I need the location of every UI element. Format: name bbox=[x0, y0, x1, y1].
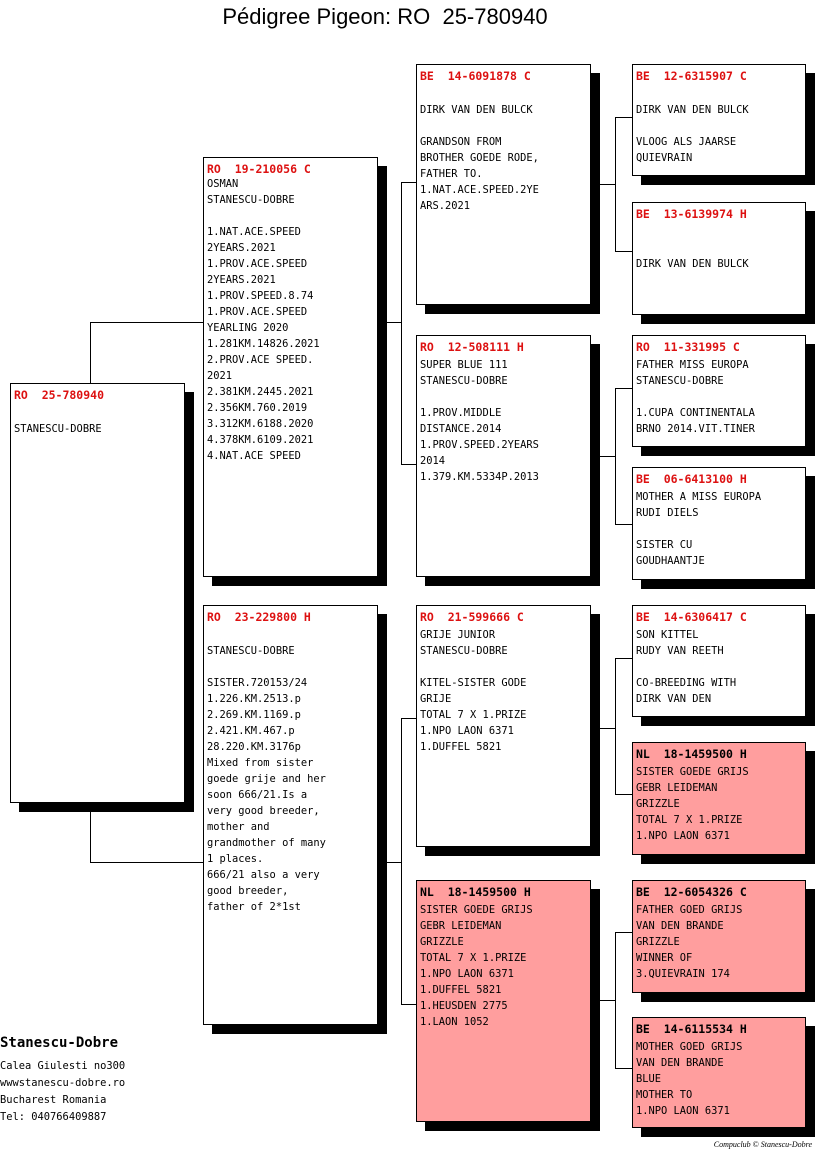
connector bbox=[615, 117, 616, 251]
connector bbox=[598, 184, 616, 185]
pigeon-details: MOTHER GOED GRIJS VAN DEN BRANDE BLUE MOTHER TO 1.NPO LAON 6371 bbox=[636, 1041, 743, 1117]
pigeon-card-sire-dam[interactable] bbox=[416, 335, 591, 577]
pigeon-card-dsd[interactable] bbox=[632, 742, 806, 855]
connector bbox=[401, 182, 416, 183]
ring-number: RO 12-508111 H bbox=[420, 340, 524, 354]
pigeon-details: STANESCU-DOBRE SISTER.720153/24 1.226.KM.2513.p 2.269.KM.1169.p 2.421.KM.467.p 28.220.KM.3176p Mixed from sister goede grije and her soon 666/21.Is a very good breeder, mother and grandmother of many 1 places. 666/21 also a very good breeder, father of 2*1st bbox=[207, 645, 326, 913]
pigeon-details: DIRK VAN DEN BULCK GRANDSON FROM BROTHER GOEDE RODE, FATHER TO. 1.NAT.ACE.SPEED.2YE ARS.2021 bbox=[420, 104, 539, 212]
pigeon-details: MOTHER A MISS EUROPA RUDI DIELS SISTER CU GOUDHAANTJE bbox=[636, 491, 762, 567]
ring-number: NL 18-1459500 H bbox=[636, 747, 747, 761]
pigeon-card-dam[interactable] bbox=[203, 605, 378, 1025]
connector bbox=[615, 524, 632, 525]
connector bbox=[615, 794, 632, 795]
ring-number: BE 14-6091878 C bbox=[420, 69, 531, 83]
ring-number: RO 11-331995 C bbox=[636, 340, 740, 354]
ring-number: BE 14-6115534 H bbox=[636, 1022, 747, 1036]
ring-number: BE 13-6139974 H bbox=[636, 207, 747, 221]
pigeon-details: DIRK VAN DEN BULCK VLOOG ALS JAARSE QUIEVRAIN bbox=[636, 104, 749, 164]
pigeon-details: FATHER GOED GRIJS VAN DEN BRANDE GRIZZLE WINNER OF 3.QUIEVRAIN 174 bbox=[636, 904, 743, 980]
ring-number: BE 06-6413100 H bbox=[636, 472, 747, 486]
pigeon-details: SON KITTEL RUDY VAN REETH CO-BREEDING WITH DIRK VAN DEN bbox=[636, 629, 737, 705]
breeder-info bbox=[0, 1034, 125, 1126]
pigeon-details: DIRK VAN DEN BULCK bbox=[636, 258, 749, 270]
pigeon-card-ssd[interactable] bbox=[632, 202, 806, 315]
connector bbox=[90, 862, 204, 863]
connector bbox=[598, 728, 616, 729]
breeder-address-line: Calea Giulesti no300 bbox=[0, 1060, 126, 1072]
connector bbox=[615, 388, 616, 524]
connector bbox=[598, 456, 616, 457]
connector bbox=[90, 811, 91, 863]
ring-number: RO 19-210056 C bbox=[207, 162, 311, 176]
ring-number: BE 12-6315907 C bbox=[636, 69, 747, 83]
pigeon-details: SISTER GOEDE GRIJS GEBR LEIDEMAN GRIZZLE TOTAL 7 X 1.PRIZE 1.NPO LAON 6371 1.DUFFEL 5821 1.HEUSDEN 2775 1.LAON 1052 bbox=[420, 904, 533, 1028]
pigeon-card-dam-sire[interactable] bbox=[416, 605, 591, 847]
ring-number: RO 25-780940 bbox=[14, 388, 105, 402]
breeder-phone: Tel: 040766409887 bbox=[0, 1111, 107, 1123]
connector bbox=[90, 322, 204, 323]
pigeon-details: SISTER GOEDE GRIJS GEBR LEIDEMAN GRIZZLE TOTAL 7 X 1.PRIZE 1.NPO LAON 6371 bbox=[636, 766, 749, 842]
ring-number: BE 12-6054326 C bbox=[636, 885, 747, 899]
footer-credit: Compuclub © Stanescu-Dobre bbox=[713, 1140, 812, 1149]
pigeon-card-sdd[interactable] bbox=[632, 467, 806, 580]
pigeon-details: GRIJE JUNIOR STANESCU-DOBRE KITEL-SISTER GODE GRIJE TOTAL 7 X 1.PRIZE 1.NPO LAON 6371 1.DUFFEL 5821 bbox=[420, 629, 527, 753]
pigeon-card-dds[interactable] bbox=[632, 880, 806, 993]
connector bbox=[90, 322, 91, 383]
pigeon-details: STANESCU-DOBRE bbox=[14, 423, 102, 435]
pigeon-card-dss[interactable] bbox=[632, 605, 806, 717]
connector bbox=[401, 718, 416, 719]
pigeon-card-sss[interactable] bbox=[632, 64, 806, 176]
pigeon-card-subject[interactable] bbox=[10, 383, 185, 803]
connector bbox=[615, 658, 632, 659]
ring-number: RO 23-229800 H bbox=[207, 610, 311, 624]
connector bbox=[615, 658, 616, 794]
pigeon-details: SUPER BLUE 111 STANESCU-DOBRE 1.PROV.MIDDLE DISTANCE.2014 1.PROV.SPEED.2YEARS 2014 1.379.KM.5334P.2013 bbox=[420, 359, 539, 483]
ring-number: NL 18-1459500 H bbox=[420, 885, 531, 899]
connector bbox=[401, 464, 416, 465]
connector bbox=[615, 251, 632, 252]
connector bbox=[615, 117, 632, 118]
pigeon-card-sire-sire[interactable] bbox=[416, 64, 591, 305]
pigeon-card-sds[interactable] bbox=[632, 335, 806, 447]
pigeon-details: FATHER MISS EUROPA STANESCU-DOBRE 1.CUPA CONTINENTALA BRNO 2014.VIT.TINER bbox=[636, 359, 755, 435]
page-title: Pédigree Pigeon: RO 25-780940 bbox=[222, 4, 548, 29]
breeder-name: Stanescu-Dobre bbox=[0, 1035, 119, 1051]
connector bbox=[598, 1000, 616, 1001]
connector bbox=[384, 322, 402, 323]
connector bbox=[401, 182, 402, 464]
connector bbox=[615, 1068, 632, 1069]
connector bbox=[401, 718, 402, 1004]
connector bbox=[615, 932, 616, 1068]
ring-number: RO 21-599666 C bbox=[420, 610, 524, 624]
breeder-address bbox=[0, 1058, 125, 1126]
ring-number: BE 14-6306417 C bbox=[636, 610, 747, 624]
pigeon-card-ddd[interactable] bbox=[632, 1017, 806, 1128]
connector bbox=[615, 932, 632, 933]
connector bbox=[615, 388, 632, 389]
pigeon-card-sire[interactable] bbox=[203, 157, 378, 577]
pigeon-card-dam-dam[interactable] bbox=[416, 880, 591, 1122]
breeder-address-line: Bucharest Romania bbox=[0, 1094, 107, 1106]
breeder-website[interactable]: wwwstanescu-dobre.ro bbox=[0, 1077, 126, 1089]
connector bbox=[384, 862, 402, 863]
pigeon-details: OSMAN STANESCU-DOBRE 1.NAT.ACE.SPEED 2YEARS.2021 1.PROV.ACE.SPEED 2YEARS.2021 1.PROV.SPEED.8.74 1.PROV.ACE.SPEED YEARLING 2020 1.281KM.14826.2021 2.PROV.ACE SPEED. 2021 2.381KM.2445.2021 2.356KM.760.2019 3.312KM.6188.2020 4.378KM.6109.2021 4.NAT.ACE SPEED bbox=[207, 178, 320, 462]
connector bbox=[401, 1004, 416, 1005]
